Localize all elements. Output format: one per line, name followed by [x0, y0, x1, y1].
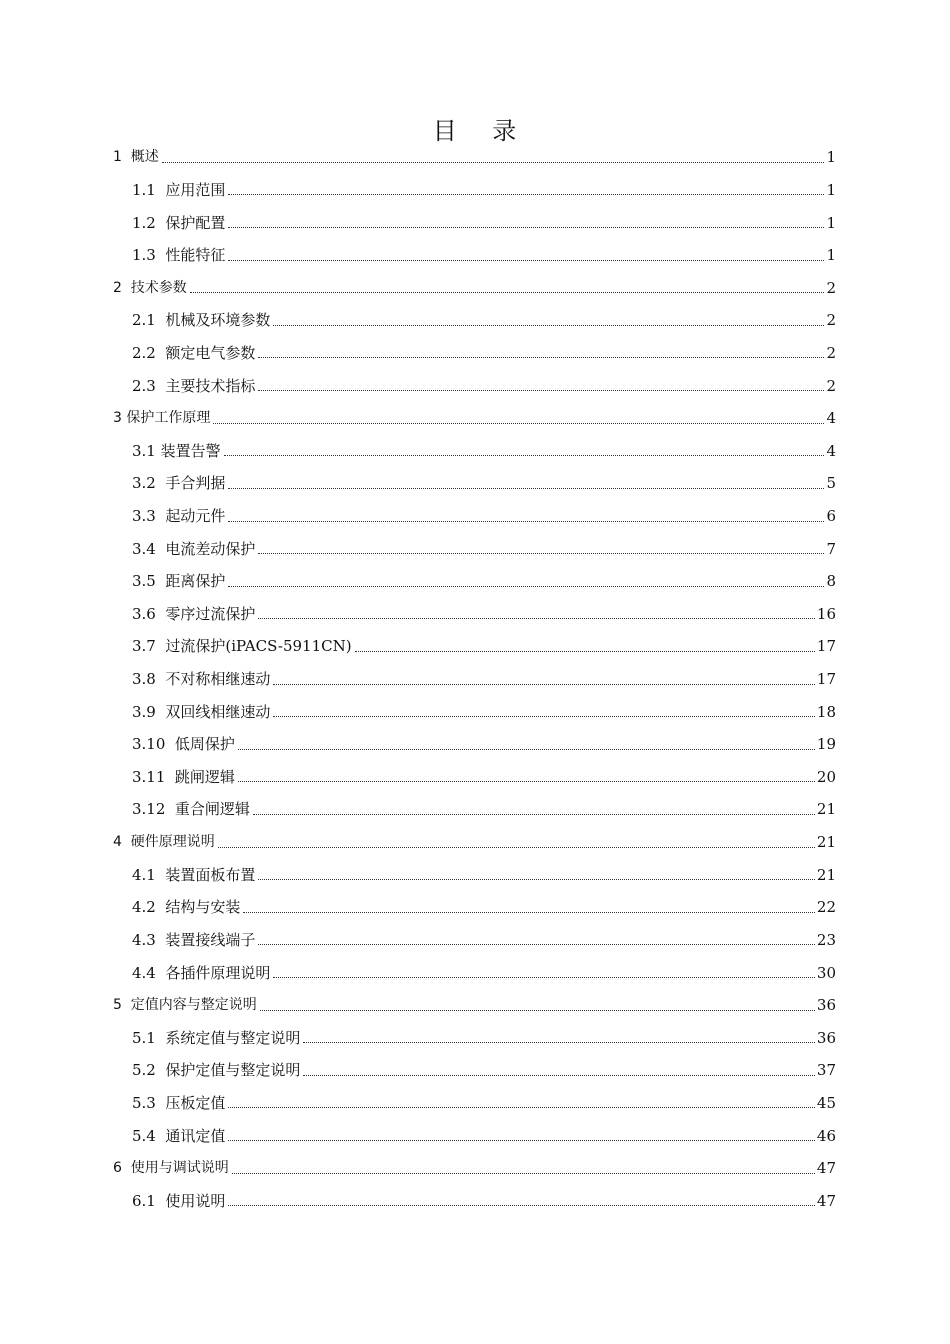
toc-section-entry[interactable] [0, 924, 950, 957]
toc-entry-label: 3.6 零序过流保护 [132, 604, 256, 623]
toc-entry-label: 1.2 保护配置 [132, 213, 226, 232]
toc-dot-leader [258, 553, 824, 554]
toc-dot-leader [253, 814, 815, 815]
toc-page-number: 17 [816, 670, 836, 689]
toc-entry-label: 3.2 手合判据 [132, 474, 226, 493]
toc-page-number: 6 [826, 507, 836, 525]
toc-dot-leader [303, 1042, 815, 1043]
toc-dot-leader [243, 912, 815, 913]
toc-dot-leader [238, 749, 815, 750]
toc-dot-leader [228, 521, 824, 522]
toc-section-entry[interactable] [0, 663, 950, 696]
toc-entry-label: 6.1 使用说明 [132, 1191, 226, 1210]
toc-entry-label: 3.1 装置告警 [132, 441, 221, 460]
toc-entry-label: 4.3 装置接线端子 [132, 930, 256, 949]
toc-page-number: 30 [816, 963, 836, 982]
toc-page-number: 47 [816, 1191, 836, 1210]
toc-page-number: 7 [826, 539, 836, 558]
toc-page-number: 36 [816, 1028, 836, 1047]
toc-page-number: 2 [826, 343, 836, 362]
toc-chapter-entry[interactable] [0, 989, 950, 1022]
toc-page-number: 5 [826, 474, 836, 493]
toc-section-entry[interactable] [0, 728, 950, 761]
toc-page-number: 1 [826, 180, 836, 199]
toc-entry-label: 2.1 机械及环境参数 [132, 311, 271, 330]
toc-section-entry[interactable] [0, 793, 950, 826]
toc-entry-label: 4.1 装置面板布置 [132, 865, 256, 884]
toc-chapter-entry[interactable] [0, 1152, 950, 1185]
toc-section-entry[interactable] [0, 239, 950, 272]
toc-entry-label: 3.12 重合闸逻辑 [132, 800, 250, 819]
toc-page-number: 46 [816, 1126, 836, 1145]
toc-dot-leader [162, 162, 825, 163]
toc-entry-label: 5.4 通讯定值 [132, 1126, 226, 1145]
toc-dot-leader [228, 488, 824, 489]
toc-page-number: 2 [826, 376, 836, 395]
toc-dot-leader [228, 1140, 815, 1141]
toc-entry-label: 1.1 应用范围 [132, 180, 226, 199]
toc-page-number: 1 [826, 213, 836, 232]
toc-dot-leader [238, 781, 815, 782]
toc-dot-leader [273, 325, 824, 326]
toc-section-entry[interactable] [0, 1087, 950, 1120]
toc-entry-label: 5.3 压板定值 [132, 1093, 226, 1112]
toc-page-number: 45 [816, 1093, 836, 1112]
toc-chapter-entry[interactable] [0, 141, 950, 174]
toc-page-number: 36 [816, 996, 836, 1015]
toc-dot-leader [258, 390, 824, 391]
toc-dot-leader [258, 879, 815, 880]
toc-page-number: 22 [816, 898, 836, 917]
page-title: 目 录 [432, 117, 518, 145]
toc-page-number: 23 [816, 930, 836, 949]
toc-dot-leader [258, 357, 824, 358]
toc-page-number: 19 [816, 735, 836, 754]
toc-section-entry[interactable] [0, 467, 950, 500]
toc-dot-leader [232, 1173, 815, 1174]
toc-section-entry[interactable] [0, 695, 950, 728]
toc-dot-leader [213, 423, 824, 424]
toc-entry-label: 5.1 系统定值与整定说明 [132, 1028, 301, 1047]
toc-chapter-entry[interactable] [0, 402, 950, 435]
toc-entry-label: 1 概述 [113, 149, 159, 166]
toc-section-entry[interactable] [0, 565, 950, 598]
toc-entry-label: 3.4 电流差动保护 [132, 539, 256, 558]
toc-entry-label: 3 保护工作原理 [113, 410, 211, 427]
toc-dot-leader [228, 227, 824, 228]
toc-dot-leader [258, 944, 815, 945]
toc-entry-label: 5 定值内容与整定说明 [113, 997, 257, 1014]
toc-section-entry[interactable] [0, 304, 950, 337]
toc-entry-label: 6 使用与调试说明 [113, 1160, 229, 1177]
toc-section-entry[interactable] [0, 1185, 950, 1218]
toc-entry-label: 2 技术参数 [113, 279, 187, 296]
toc-section-entry[interactable] [0, 532, 950, 565]
toc-page-number: 21 [816, 833, 836, 852]
toc-entry-label: 4.2 结构与安装 [132, 898, 241, 917]
toc-section-entry[interactable] [0, 369, 950, 402]
toc-page-number: 16 [816, 604, 836, 623]
toc-dot-leader [190, 292, 825, 293]
toc-section-entry[interactable] [0, 891, 950, 924]
toc-entry-label: 3.5 距离保护 [132, 572, 226, 591]
toc-dot-leader [273, 716, 815, 717]
toc-page-number: 4 [826, 409, 836, 428]
toc-page-number: 37 [816, 1061, 836, 1080]
toc-page-number: 1 [826, 148, 836, 167]
toc-entry-label: 3.10 低周保护 [132, 735, 235, 754]
toc-section-entry[interactable] [0, 174, 950, 207]
toc-entry-label: 4 硬件原理说明 [113, 834, 215, 851]
toc-dot-leader [228, 586, 824, 587]
toc-dot-leader [228, 1205, 815, 1206]
toc-dot-leader [224, 455, 825, 456]
toc-section-entry[interactable] [0, 434, 950, 467]
toc-dot-leader [228, 1107, 815, 1108]
toc-dot-leader [228, 260, 824, 261]
table-of-contents [0, 141, 950, 1217]
toc-dot-leader [218, 847, 815, 848]
toc-section-entry[interactable] [0, 1119, 950, 1152]
toc-section-entry[interactable] [0, 630, 950, 663]
toc-section-entry[interactable] [0, 761, 950, 794]
toc-section-entry[interactable] [0, 337, 950, 370]
toc-entry-label: 1.3 性能特征 [132, 246, 226, 265]
toc-page-number: 1 [826, 246, 836, 265]
toc-section-entry[interactable] [0, 858, 950, 891]
toc-entry-label: 5.2 保护定值与整定说明 [132, 1061, 301, 1080]
toc-page-number: 17 [816, 637, 836, 656]
toc-entry-label: 2.2 额定电气参数 [132, 343, 256, 362]
toc-section-entry[interactable] [0, 1054, 950, 1087]
toc-dot-leader [260, 1010, 815, 1011]
toc-page-number: 21 [816, 865, 836, 884]
toc-entry-label: 3.7 过流保护(iPACS-5911CN) [132, 637, 352, 656]
toc-entry-label: 3.3 起动元件 [132, 507, 226, 525]
toc-entry-label: 3.11 跳闸逻辑 [132, 767, 235, 786]
toc-section-entry[interactable] [0, 1021, 950, 1054]
toc-dot-leader [273, 684, 815, 685]
toc-page-number: 21 [816, 800, 836, 819]
toc-section-entry[interactable] [0, 956, 950, 989]
toc-chapter-entry[interactable] [0, 271, 950, 304]
toc-chapter-entry[interactable] [0, 826, 950, 859]
toc-dot-leader [355, 651, 815, 652]
toc-section-entry[interactable] [0, 598, 950, 631]
toc-entry-label: 3.9 双回线相继速动 [132, 702, 271, 721]
toc-dot-leader [228, 194, 824, 195]
toc-page-number: 18 [816, 702, 836, 721]
toc-entry-label: 2.3 主要技术指标 [132, 376, 256, 395]
toc-dot-leader [258, 618, 815, 619]
toc-page-number: 47 [816, 1159, 836, 1178]
toc-page-number: 2 [826, 278, 836, 297]
toc-dot-leader [273, 977, 815, 978]
toc-section-entry[interactable] [0, 206, 950, 239]
toc-page-number: 20 [816, 767, 836, 786]
toc-entry-label: 4.4 各插件原理说明 [132, 963, 271, 982]
toc-page-number: 8 [826, 572, 836, 591]
toc-dot-leader [303, 1075, 815, 1076]
toc-page-number: 4 [826, 441, 836, 460]
toc-entry-label: 3.8 不对称相继速动 [132, 670, 271, 689]
toc-page-number: 2 [826, 311, 836, 330]
toc-section-entry[interactable] [0, 500, 950, 533]
